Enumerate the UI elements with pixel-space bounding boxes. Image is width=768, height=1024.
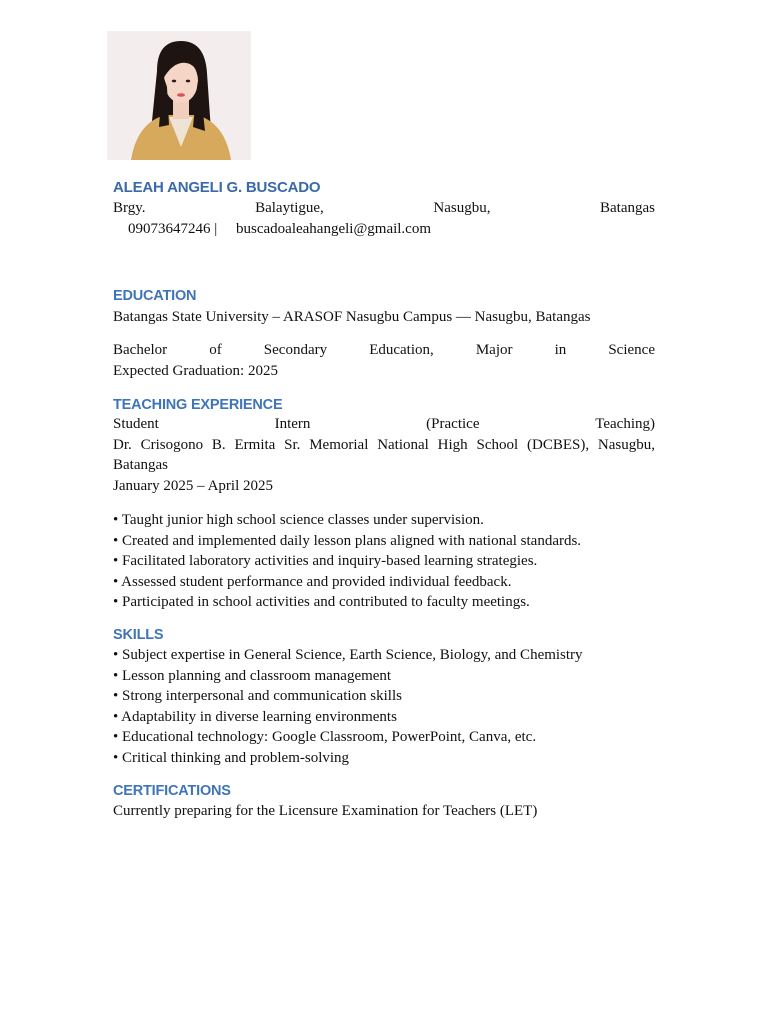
list-item: • Created and implemented daily lesson plans aligned with national standards. bbox=[113, 532, 582, 549]
list-item: • Taught junior high school science classes under supervision. bbox=[113, 512, 484, 528]
skills-list bbox=[113, 645, 655, 769]
address-line bbox=[113, 198, 655, 218]
address-part: Nasugbu, bbox=[433, 200, 491, 216]
list-item: • Facilitated laboratory activities and inquiry-based learning strategies. bbox=[113, 553, 538, 570]
list-item: • Participated in school activities and contributed to faculty meetings. bbox=[113, 594, 530, 611]
skills-heading: SKILLS bbox=[113, 627, 164, 643]
education-school: Batangas State University – ARASOF Nasugbu Campus — Nasugbu, Batangas bbox=[113, 309, 591, 325]
address-part: Balaytigue, bbox=[255, 200, 324, 216]
phone-number: 09073647246 | bbox=[128, 221, 218, 237]
education-heading: EDUCATION bbox=[113, 288, 197, 304]
list-item: • Critical thinking and problem-solving bbox=[113, 749, 350, 766]
degree-word: Secondary bbox=[263, 342, 328, 358]
role-word: Student bbox=[113, 416, 159, 432]
degree-word: Major bbox=[475, 342, 513, 358]
list-item: • Subject expertise in General Science, Earth Science, Biology, and Chemistry bbox=[113, 647, 583, 663]
experience-school: Dr. Crisogono B. Ermita Sr. Memorial National High School (DCBES), Nasugbu, Batangas bbox=[113, 437, 655, 473]
candidate-name: ALEAH ANGELI G. BUSCADO bbox=[113, 179, 321, 196]
address-part: Brgy. bbox=[113, 200, 146, 216]
role-word: (Practice bbox=[426, 416, 480, 432]
address-part: Batangas bbox=[600, 200, 655, 216]
education-degree bbox=[113, 340, 655, 360]
experience-heading: TEACHING EXPERIENCE bbox=[113, 397, 283, 413]
degree-word: Education, bbox=[369, 342, 434, 358]
contact-line bbox=[113, 219, 655, 239]
certifications-text: Currently preparing for the Licensure Examination for Teachers (LET) bbox=[113, 803, 538, 819]
degree-word: Bachelor bbox=[113, 342, 168, 358]
role-word: Intern bbox=[274, 416, 311, 432]
list-item: • Strong interpersonal and communication skills bbox=[113, 688, 402, 705]
list-item: • Lesson planning and classroom management bbox=[113, 667, 392, 684]
experience-list bbox=[113, 510, 655, 613]
email-address[interactable]: buscadoaleahangeli@gmail.com bbox=[236, 221, 432, 237]
list-item: • Assessed student performance and provided individual feedback. bbox=[113, 573, 512, 590]
role-word: Teaching) bbox=[595, 416, 655, 432]
experience-dates: January 2025 – April 2025 bbox=[113, 478, 273, 494]
degree-word: of bbox=[209, 342, 222, 358]
certifications-heading: CERTIFICATIONS bbox=[113, 783, 231, 799]
degree-word: in bbox=[554, 342, 567, 358]
list-item: • Adaptability in diverse learning environments bbox=[113, 708, 397, 725]
list-item: • Educational technology: Google Classroom, PowerPoint, Canva, etc. bbox=[113, 729, 537, 746]
profile-photo bbox=[107, 31, 251, 160]
portrait-illustration bbox=[107, 31, 251, 160]
degree-word: Science bbox=[608, 342, 655, 358]
experience-role bbox=[113, 414, 655, 434]
education-graduation: Expected Graduation: 2025 bbox=[113, 363, 278, 379]
